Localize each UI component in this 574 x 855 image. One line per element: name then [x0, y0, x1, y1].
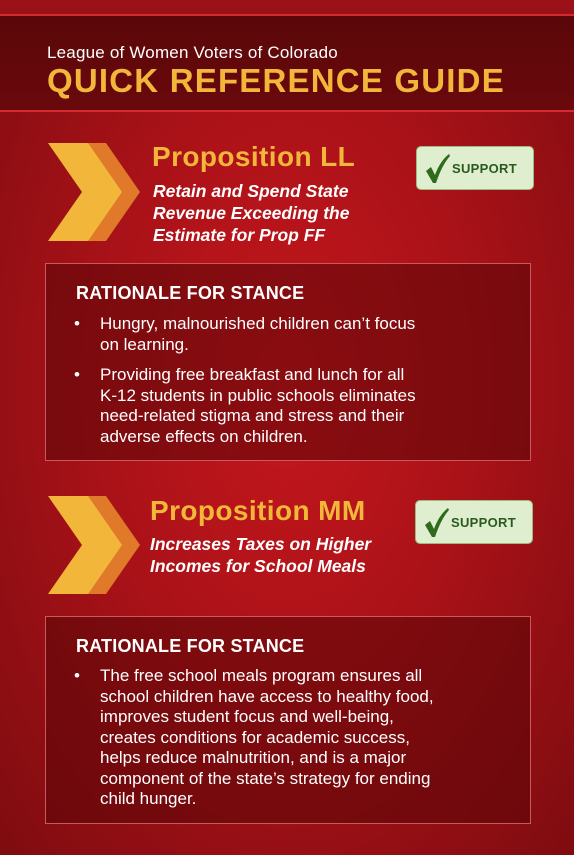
support-badge [415, 500, 533, 544]
checkmark-icon [423, 152, 451, 186]
bullet-text [100, 365, 416, 447]
subtitle-line: Revenue Exceeding the [153, 203, 350, 223]
proposition-mm-subtitle [150, 533, 371, 577]
organization-name: League of Women Voters of Colorado [47, 43, 338, 62]
bullet-symbol: • [74, 365, 80, 384]
bullet-text [100, 666, 434, 810]
bullet-line: The free school meals program ensures all [100, 666, 423, 685]
checkmark-icon [422, 506, 450, 540]
bullet-line: Providing free breakfast and lunch for all [100, 365, 405, 384]
header-banner [0, 14, 574, 112]
bullet-line: need-related stigma and stress and their [100, 406, 405, 425]
chevron-arrow-icon [48, 496, 140, 594]
subtitle-line: Estimate for Prop FF [153, 225, 326, 245]
bullet-line: Hungry, malnourished children can’t focus [100, 314, 416, 333]
stance-label: SUPPORT [452, 161, 517, 176]
bullet-text [100, 314, 415, 355]
bullet-line: K-12 students in public schools eliminates [100, 385, 416, 405]
support-badge [416, 146, 534, 190]
subtitle-line: Incomes for School Meals [150, 556, 366, 576]
proposition-ll-subtitle [153, 180, 349, 246]
rationale-heading: RATIONALE FOR STANCE [76, 283, 305, 303]
stance-label: SUPPORT [451, 515, 516, 530]
proposition-mm-title: Proposition MM [150, 495, 366, 526]
bullet-line: creates conditions for academic success, [100, 727, 410, 747]
subtitle-line: Retain and Spend State [153, 181, 349, 201]
subtitle-line: Increases Taxes on Higher [150, 534, 372, 554]
chevron-arrow-icon [48, 143, 140, 241]
bullet-line: school children have access to healthy food, [100, 686, 434, 706]
bullet-line: helps reduce malnutrition, and is a major [100, 748, 407, 767]
top-stripe [0, 0, 574, 14]
bullet-line: on learning. [100, 334, 189, 354]
proposition-ll-title: Proposition LL [152, 141, 356, 172]
bullet-line: component of the state’s strategy for ending [100, 768, 431, 788]
bullet-symbol: • [74, 666, 80, 685]
rationale-box [45, 616, 531, 824]
bullet-line: adverse effects on children. [100, 426, 308, 446]
bullet-line: child hunger. [100, 789, 197, 808]
guide-title: QUICK REFERENCE GUIDE [47, 62, 505, 99]
rationale-box [45, 263, 531, 461]
bullet-symbol: • [74, 314, 80, 333]
bullet-line: improves student focus and well-being, [100, 707, 394, 726]
rationale-heading: RATIONALE FOR STANCE [76, 636, 305, 656]
